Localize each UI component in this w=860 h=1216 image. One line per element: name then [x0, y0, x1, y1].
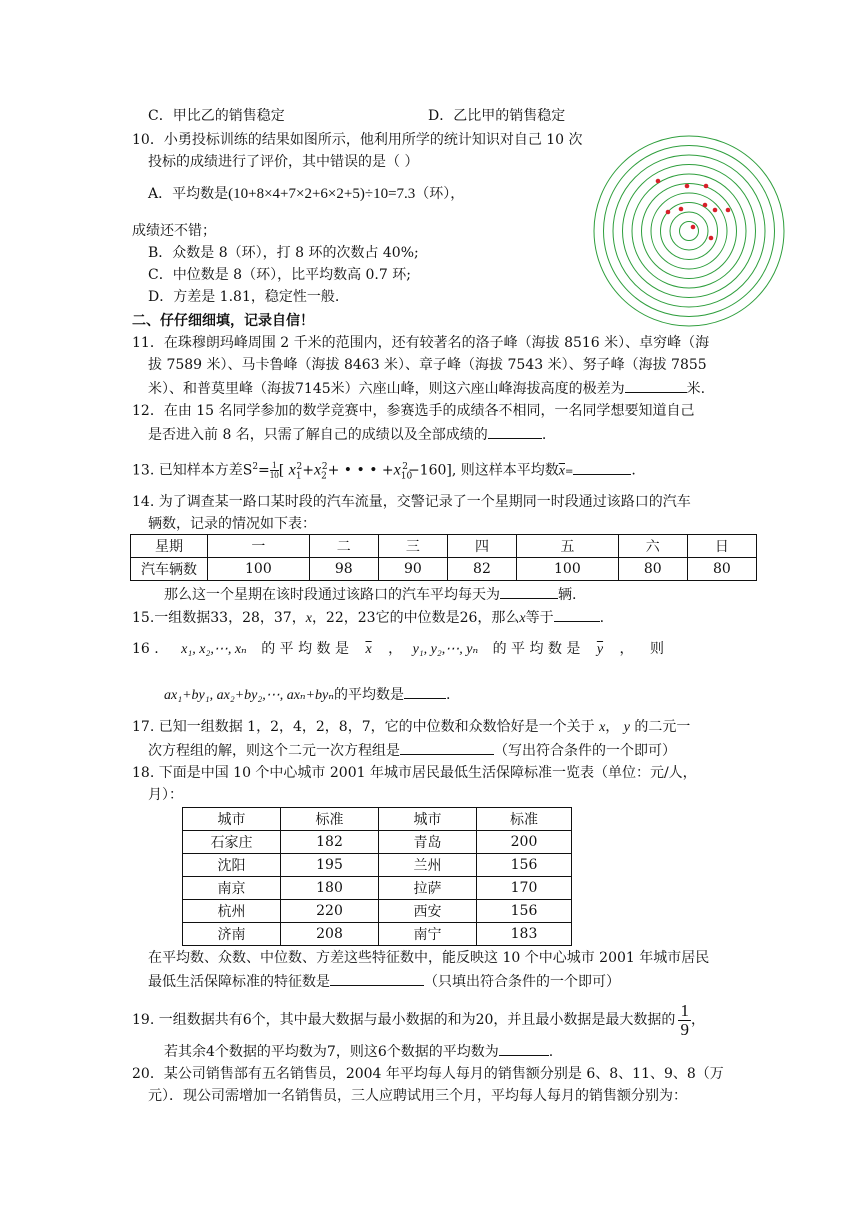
q18-cell: 兰州 — [379, 854, 477, 877]
q13-line: 13. 已知样本方差$S^2=$ $\frac{1}{10}$ [ $x_1^2+x_2^2+$ • • • $+x_{10}^2-160$], 则这样本平均数$\overline{x}=$ . — [132, 460, 636, 482]
q13-sup2: 2 — [321, 462, 328, 472]
q16-mid1: 的 平 均 数 是 — [261, 641, 349, 657]
q13-x2: x — [314, 461, 322, 479]
q10-option-d: D．方差是 1.81，稳定性一般. — [148, 289, 340, 305]
q10-option-b: B．众数是 8（环），打 8 环的次数占 40%; — [148, 245, 419, 261]
q17-line1-text: 17. 已知一组数据 1，2，4，2，8，7，它的中位数和众数恰好是一个关于 — [132, 719, 595, 735]
q18-after2 — [148, 971, 620, 991]
q17-answer-blank[interactable] — [400, 740, 494, 755]
q14-count: 100 — [517, 558, 619, 581]
q13-dots: • • • — [343, 462, 378, 479]
q18-cell: 183 — [477, 923, 572, 946]
q17-comma: ， — [605, 719, 620, 735]
q18-header-row — [183, 808, 572, 831]
q16-ybar: $\overline{y}$ — [596, 642, 604, 657]
q19-line1-text: 19. 一组数据共有6个，其中最大数据与最小数据的和为20，并且最小数据是最大数据的 — [132, 1012, 676, 1028]
target-ring — [651, 193, 727, 269]
q18-cell: 180 — [281, 877, 379, 900]
q18-row — [183, 923, 572, 946]
q14-day: 四 — [447, 535, 516, 558]
q14-count: 80 — [618, 558, 687, 581]
q18-cell: 拉萨 — [379, 877, 477, 900]
q10-option-a — [148, 185, 464, 203]
q13-sub1: 1 — [295, 471, 302, 482]
q18-header: 城市 — [379, 808, 477, 831]
q18-after2-text: 最低生活保障标准的特征数是 — [148, 974, 330, 990]
target-hit-mark — [713, 208, 718, 213]
target-ring — [623, 165, 756, 298]
target-hit-mark — [709, 236, 714, 241]
q16-line1: 16 . x₁, x₂,⋯, xₙ 的 平 均 数 是 $\overline{x}$ ， y₁, y₂,⋯, yₙ 的 平 均 数 是 $\overline{y}$ ， 则 — [132, 641, 664, 657]
q14-day: 三 — [378, 535, 447, 558]
q11-line3-text: 米）、和普莫里峰（海拔7145米）六座山峰，则这六座山峰海拔高度的极差为 — [148, 381, 625, 397]
q17-line1-end: 的二元一 — [634, 719, 691, 735]
q18-cell: 170 — [477, 877, 572, 900]
q14-count: 100 — [208, 558, 310, 581]
q13-eq2: = — [565, 466, 574, 478]
q18-cell: 南宁 — [379, 923, 477, 946]
q11-line3-end: 米. — [686, 381, 706, 397]
q18-header: 标准 — [281, 808, 379, 831]
q13-bracket: [ — [278, 462, 285, 479]
q14-count: 90 — [378, 558, 447, 581]
q14-day: 一 — [208, 535, 310, 558]
q13-end: . — [631, 462, 636, 479]
q12-line2-text: 是否进入前 8 名，只需了解自己的成绩以及全部成绩的 — [148, 427, 488, 443]
q19-end: . — [548, 1044, 554, 1060]
q16-line2 — [164, 684, 450, 705]
q19-comma: ， — [690, 1012, 705, 1028]
q18-cell: 220 — [281, 900, 379, 923]
q18-after2-end: （只填出符合条件的一个即可） — [424, 974, 620, 990]
q14-after-text: 那么这一个星期在该时段通过该路口的汽车平均每天为 — [164, 587, 500, 603]
q12-answer-blank[interactable] — [488, 424, 542, 439]
q10-formula: (10+8×4+7×2+6×2+5)÷10=7.3 — [228, 186, 416, 202]
q16-mid2: 的 平 均 数 是 — [492, 641, 581, 657]
q20-line1: 20．某公司销售部有五名销售员，2004 年平均每人每月的销售额分别是 6、8、11、9、8（万 — [132, 1066, 724, 1082]
q18-cell: 南京 — [183, 877, 281, 900]
q9-option-c: C．甲比乙的销售稳定 — [148, 108, 285, 124]
q13-sup: 2 — [252, 462, 259, 472]
q18-cell: 195 — [281, 854, 379, 877]
q12-line1: 12．在由 15 名同学参加的数学竞赛中，参赛选手的成绩各不相同，一名同学想要知道自己 — [132, 403, 695, 419]
q13-sub2: 2 — [321, 471, 327, 482]
q14-line2: 辆数，记录的情况如下表： — [148, 516, 316, 532]
target-rings — [594, 136, 784, 326]
target-hit-mark — [703, 203, 708, 208]
q18-header: 城市 — [183, 808, 281, 831]
q18-line2: 月）： — [148, 787, 183, 803]
target-hits — [656, 179, 731, 241]
q16-answer-blank[interactable] — [404, 684, 446, 699]
target-figure — [590, 132, 788, 330]
q19-fraction — [678, 1002, 691, 1039]
q14-line1: 14. 为了调查某一路口某时段的汽车流量，交警记录了一个星期同一时段通过该路口的汽车 — [132, 494, 691, 510]
q16-xs: x₁, x₂,⋯, xₙ — [181, 642, 247, 657]
target-ring — [632, 174, 746, 288]
q17-line2 — [148, 740, 676, 760]
q13-tail: −160], 则这样本平均数 — [407, 462, 559, 479]
q18-row — [183, 900, 572, 923]
q13-answer-blank[interactable] — [573, 460, 631, 475]
q18-cell: 青岛 — [379, 831, 477, 854]
q16-expr: ax₁+by₁, ax₂+by₂,⋯, axₙ+byₙ — [164, 688, 334, 703]
q13-sup1: 2 — [296, 462, 303, 472]
q15-x2: x — [519, 611, 526, 626]
q14-day: 二 — [309, 535, 378, 558]
q12-line2 — [148, 424, 546, 444]
q14-count-row — [131, 558, 757, 581]
q18-cell: 石家庄 — [183, 831, 281, 854]
q15-answer-blank[interactable] — [554, 607, 600, 622]
q18-cell: 西安 — [379, 900, 477, 923]
q13-sub10: 10 — [400, 471, 413, 482]
q14-after-end: 辆. — [558, 587, 577, 603]
q15-text2: ，22，23它的中位数是26，那么 — [311, 610, 520, 626]
q11-line3 — [148, 378, 705, 398]
q14-count: 98 — [309, 558, 378, 581]
q17-line2-text: 次方程组的解，则这个二元一次方程组是 — [148, 743, 400, 759]
q10-option-a-suffix: （环）， — [415, 186, 465, 202]
q13-x10: x — [393, 461, 401, 479]
q18-row — [183, 831, 572, 854]
q14-day: 六 — [618, 535, 687, 558]
q14-day: 日 — [687, 535, 756, 558]
q20-line2: 元）．现公司需增加一名销售员，三人应聘试用三个月，平均每人每月的销售额分别为： — [148, 1088, 687, 1104]
q18-cell: 济南 — [183, 923, 281, 946]
q14-count: 80 — [687, 558, 756, 581]
target-ring — [642, 184, 737, 279]
q14-count: 82 — [447, 558, 516, 581]
q15-end: . — [599, 610, 605, 626]
q13-prefix: 13. 已知样本方差S — [132, 462, 253, 479]
target-hit-mark — [704, 184, 709, 189]
section-2-heading: 二、仔仔细细填，记录自信！ — [132, 313, 314, 329]
q14-row-label: 汽车辆数 — [131, 558, 208, 581]
q10-line1: 10．小勇投标训练的结果如图所示，他利用所学的统计知识对自己 10 次 — [132, 132, 583, 148]
q18-line1: 18. 下面是中国 10 个中心城市 2001 年城市居民最低生活保障标准一览表（单位：元/人， — [132, 765, 697, 781]
q17-line2-end: （写出符合条件的一个即可） — [494, 743, 676, 759]
q10-option-c: C．中位数是 8（环），比平均数高 0.7 环; — [148, 267, 411, 283]
q13-frac-den: 10 — [269, 470, 279, 481]
q18-cell: 156 — [477, 854, 572, 877]
q11-line1: 11．在珠穆朗玛峰周围 2 千米的范围内，还有较著名的洛子峰（海拔 8516 米）、卓穷峰（海 — [132, 335, 710, 351]
q19-line2 — [164, 1041, 553, 1061]
q19-frac-den: 9 — [680, 1019, 689, 1039]
q16-then: 则 — [649, 641, 664, 657]
q19-line2-text: 若其余4个数据的平均数为7，则这6个数据的平均数为 — [164, 1044, 499, 1060]
q10-line2: 投标的成绩进行了评价，其中错误的是（ ） — [148, 154, 419, 170]
q11-line2: 拔 7589 米）、马卡鲁峰（海拔 8463 米）、章子峰（海拔 7543 米）、努子峰（海拔 7855 — [148, 357, 707, 373]
q18-row — [183, 877, 572, 900]
q15-line — [132, 607, 604, 628]
q14-header-label: 星期 — [131, 535, 208, 558]
target-ring — [680, 222, 699, 241]
q14-day: 五 — [517, 535, 619, 558]
target-hit-mark — [685, 184, 690, 189]
target-ring — [670, 212, 708, 250]
target-ring — [604, 146, 775, 317]
q18-after1: 在平均数、众数、中位数、方差这些特征数中，能反映这 10 个中心城市 2001 年城市居民 — [148, 950, 710, 966]
q13-fraction — [270, 461, 279, 480]
q18-table — [182, 807, 572, 946]
q16-xbar: $\overline{x}$ — [365, 642, 372, 657]
q18-cell: 杭州 — [183, 900, 281, 923]
q18-cell: 208 — [281, 923, 379, 946]
q13-eq: = — [258, 462, 270, 479]
q14-after — [164, 584, 576, 604]
q16-line2-tail: 的平均数是 — [333, 687, 404, 703]
q16-ys: y₁, y₂,⋯, yₙ — [412, 642, 479, 657]
q14-table — [130, 534, 757, 581]
q15-x: x — [305, 611, 312, 626]
q17-line1 — [132, 718, 690, 737]
q12-line2-end: . — [541, 427, 547, 443]
q15-text3: 等于 — [525, 610, 554, 626]
q10-option-a-cont: 成绩还不错； — [132, 223, 216, 239]
target-hit-mark — [666, 210, 671, 215]
q14-answer-blank[interactable] — [500, 584, 558, 599]
q18-cell: 182 — [281, 831, 379, 854]
q18-cell: 沈阳 — [183, 854, 281, 877]
q19-answer-blank[interactable] — [499, 1041, 549, 1056]
q14-header-row — [131, 535, 757, 558]
target-hit-mark — [691, 225, 696, 230]
q11-answer-blank[interactable] — [625, 378, 687, 393]
target-hit-mark — [656, 179, 661, 184]
q18-header: 标准 — [477, 808, 572, 831]
target-ring — [613, 155, 765, 307]
target-hit-mark — [726, 208, 731, 213]
q15-text: 15.一组数据33，28，37， — [132, 610, 306, 626]
q18-row — [183, 854, 572, 877]
q19-frac-num: 1 — [680, 1000, 689, 1020]
q9-option-d: D．乙比甲的销售稳定 — [428, 108, 566, 124]
q18-cell: 200 — [477, 831, 572, 854]
q13-x1: x — [288, 461, 296, 479]
q17-y: y — [623, 720, 630, 735]
q13-xbar: $\overline{x}$ — [558, 463, 565, 479]
q13-frac-num: 1 — [270, 461, 279, 471]
q16-num: 16 . — [132, 641, 159, 657]
q13-sup10: 2 — [402, 462, 408, 472]
q16-end: . — [445, 687, 451, 703]
q17-x: x — [599, 720, 606, 735]
q10-option-a-prefix: A．平均数是 — [148, 186, 229, 202]
q19-line1 — [132, 1000, 705, 1040]
q18-answer-blank[interactable] — [330, 971, 424, 986]
q18-cell: 156 — [477, 900, 572, 923]
target-hit-mark — [679, 207, 684, 212]
